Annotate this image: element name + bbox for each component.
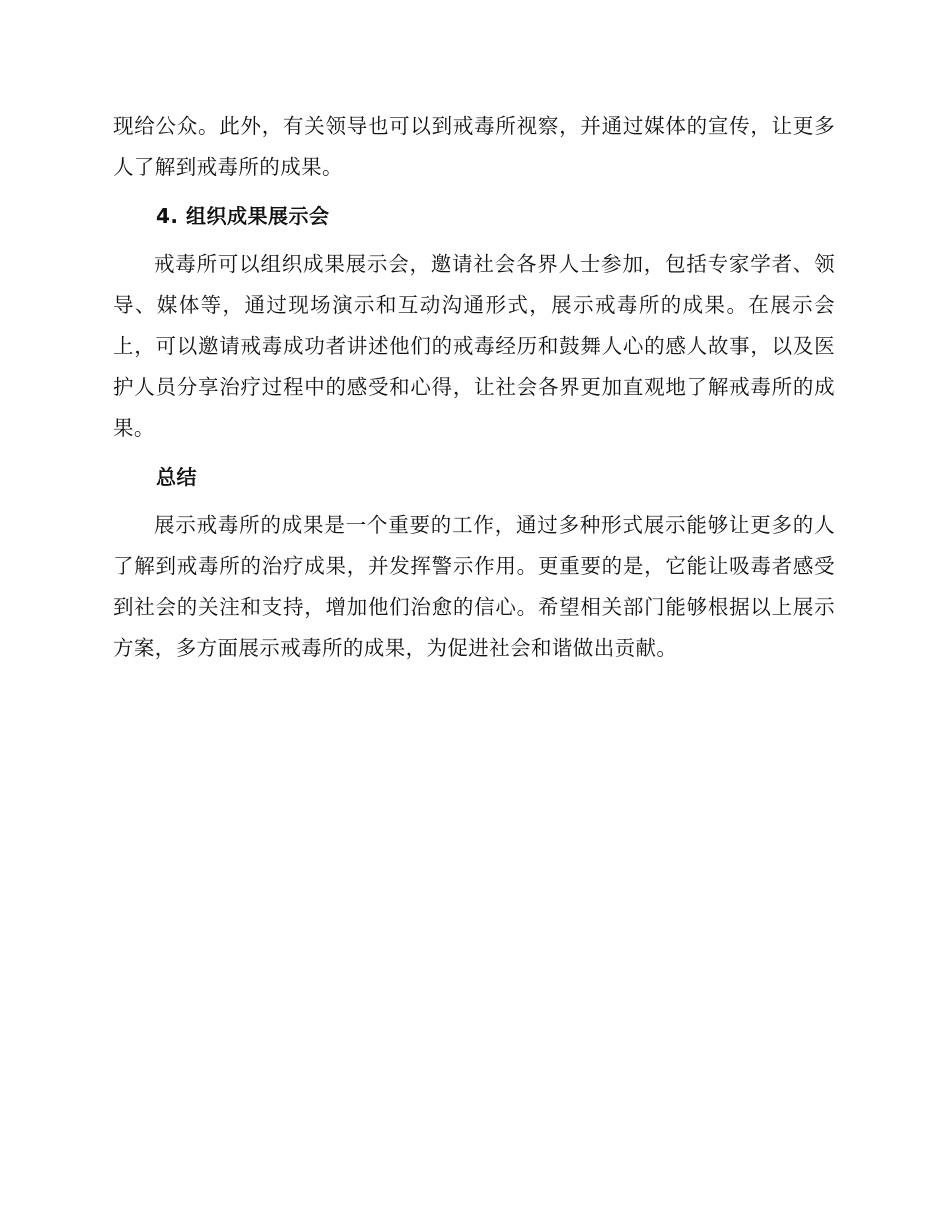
section-heading-4: 4. 组织成果展示会 bbox=[156, 204, 330, 228]
paragraph-continuation: 现给公众。此外，有关领导也可以到戒毒所视察，并通过媒体的宣传，让更多人了解到戒毒所的成果。 bbox=[113, 114, 835, 179]
paragraph-summary: 展示戒毒所的成果是一个重要的工作，通过多种形式展示能够让更多的人了解到戒毒所的治疗成果，并发挥警示作用。更重要的是，它能让吸毒者感受到社会的关注和支持，增加他们治愈的信心。希望相关部门能够根据以上展示方案，多方面展示戒毒所的成果，为促进社会和谐做出贡献。 bbox=[113, 513, 835, 660]
paragraph-exhibition: 戒毒所可以组织成果展示会，邀请社会各界人士参加，包括专家学者、领导、媒体等，通过现场演示和互动沟通形式，展示戒毒所的成果。在展示会上，可以邀请戒毒成功者讲述他们的戒毒经历和鼓舞人心的感人故事，以及医护人员分享治疗过程中的感受和心得，让社会各界更加直观地了解戒毒所的成果。 bbox=[113, 252, 835, 440]
document-body bbox=[113, 106, 835, 669]
section-heading-summary: 总结 bbox=[156, 465, 197, 489]
